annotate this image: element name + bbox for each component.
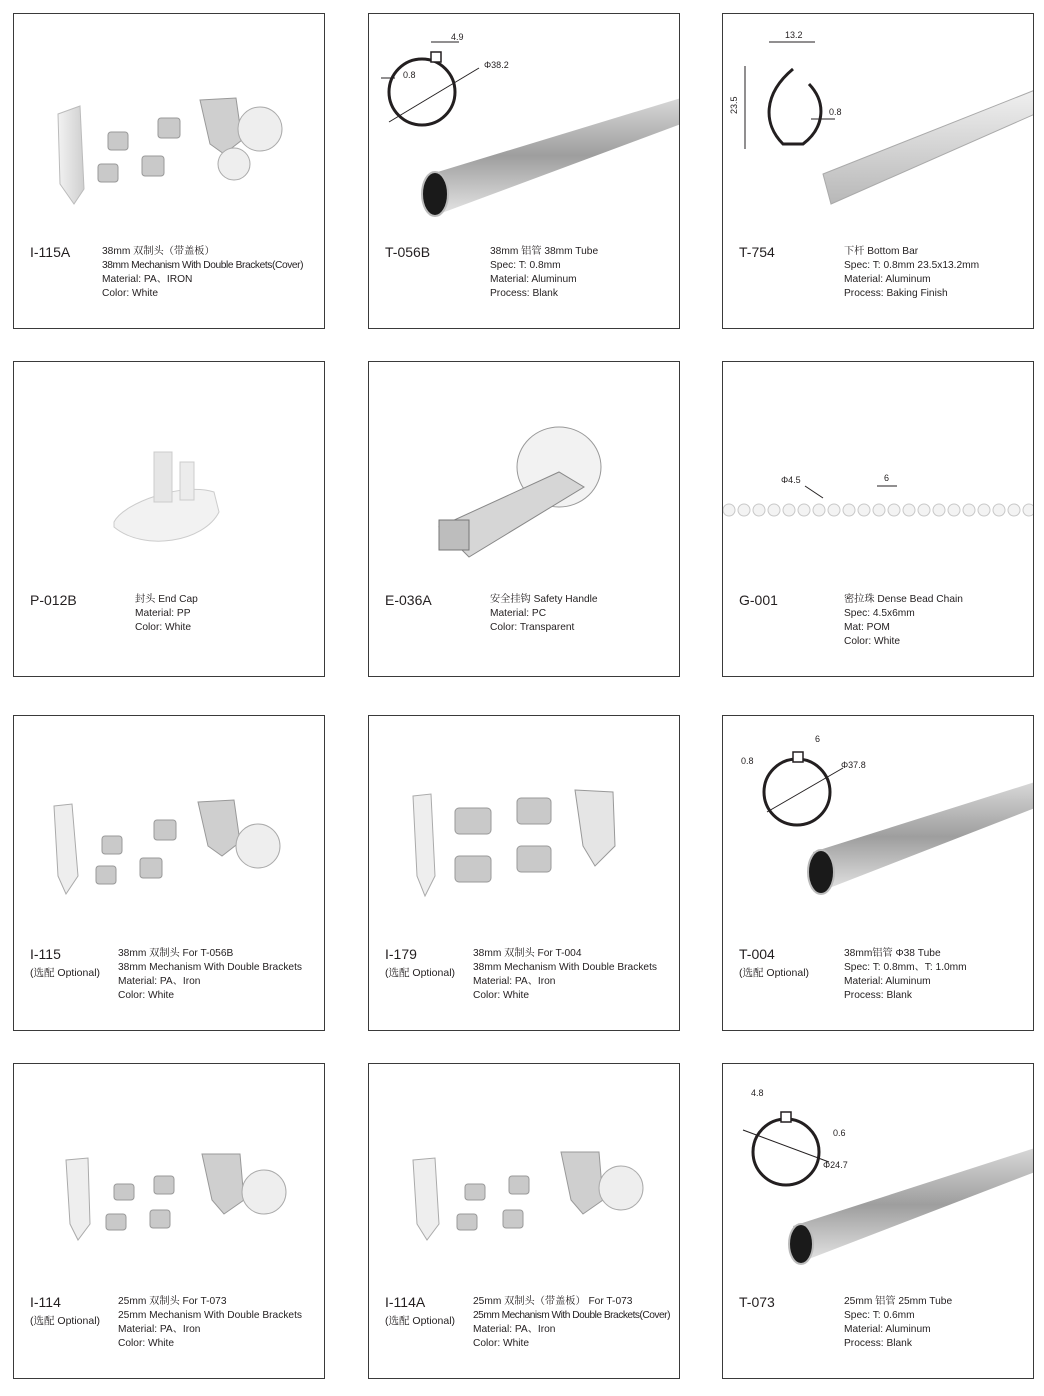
- bead: [813, 504, 825, 516]
- product-description: 38mm铝管 Φ38 Tube Spec: T: 0.8mm、T: 1.0mm Material: Aluminum Process: Blank: [844, 948, 967, 1001]
- bead: [723, 504, 735, 516]
- bead: [888, 504, 900, 516]
- end-cap-illustration: [14, 362, 325, 592]
- svg-text:Φ24.7: Φ24.7: [823, 1160, 848, 1170]
- product-code: E-036A: [385, 592, 432, 608]
- product-description: 38mm 铝管 38mm Tube Spec: T: 0.8mm Material: Aluminum Process: Blank: [490, 246, 599, 299]
- svg-text:6: 6: [884, 473, 890, 483]
- bead: [1023, 504, 1034, 516]
- product-card-i115: [13, 715, 325, 1031]
- product-card-i115a: [13, 13, 325, 329]
- tube-profile-illustration: [369, 14, 680, 244]
- product-card-t056b: [368, 13, 680, 329]
- svg-text:0.6: 0.6: [833, 1128, 846, 1138]
- bead: [783, 504, 795, 516]
- svg-text:Φ37.8: Φ37.8: [841, 760, 866, 770]
- svg-text:0.8: 0.8: [741, 756, 754, 766]
- svg-text:4.8: 4.8: [751, 1088, 764, 1098]
- svg-text:6: 6: [815, 734, 821, 744]
- product-code: T-754: [739, 244, 775, 260]
- product-description: 密拉珠 Dense Bead Chain Spec: 4.5x6mm Mat: POM Color: White: [844, 594, 963, 647]
- mechanism-illustration: [369, 716, 680, 946]
- bead: [1008, 504, 1020, 516]
- product-description: 安全挂钩 Safety Handle Material: PC Color: Transparent: [490, 594, 598, 633]
- product-description: 25mm 铝管 25mm Tube Spec: T: 0.6mm Material: Aluminum Process: Blank: [844, 1296, 953, 1349]
- product-description: 38mm 双制头（带盖板） 38mm Mechanism With Double Brackets(Cover) Material: PA、IRON Color: White: [102, 246, 304, 299]
- bead: [768, 504, 780, 516]
- product-card-i114a: [368, 1063, 680, 1379]
- bead: [993, 504, 1005, 516]
- safety-handle-illustration: [369, 362, 680, 592]
- bead: [753, 504, 765, 516]
- mechanism-cover-illustration: [14, 14, 325, 244]
- bead: [843, 504, 855, 516]
- bottom-bar-illustration: [723, 14, 1034, 244]
- bead: [828, 504, 840, 516]
- svg-text:0.8: 0.8: [403, 70, 416, 80]
- bead: [738, 504, 750, 516]
- bead: [963, 504, 975, 516]
- svg-text:4.9: 4.9: [451, 32, 464, 42]
- product-card-t754: [722, 13, 1034, 329]
- mechanism-illustration: [14, 716, 325, 946]
- mechanism-cover-illustration: [369, 1064, 680, 1294]
- product-code: I-115 (选配 Optional): [30, 946, 101, 979]
- bead: [798, 504, 810, 516]
- product-description: 封头 End Cap Material: PP Color: White: [135, 594, 198, 633]
- product-description: 25mm 双制头（带盖板） For T-073 25mm Mechanism With Double Brackets(Cover) Material: PA、Iron Color: White: [473, 1296, 670, 1349]
- svg-text:Φ38.2: Φ38.2: [484, 60, 509, 70]
- product-card-t073: [722, 1063, 1034, 1379]
- product-card-i179: [368, 715, 680, 1031]
- product-code: P-012B: [30, 592, 77, 608]
- product-card-t004: [722, 715, 1034, 1031]
- svg-text:0.8: 0.8: [829, 107, 842, 117]
- bead: [948, 504, 960, 516]
- product-card-g001: [722, 361, 1034, 677]
- bead: [978, 504, 990, 516]
- bead: [918, 504, 930, 516]
- mechanism-illustration: [14, 1064, 325, 1294]
- bead: [933, 504, 945, 516]
- product-code: G-001: [739, 592, 778, 608]
- product-code: I-179 (选配 Optional): [385, 946, 456, 979]
- bead: [903, 504, 915, 516]
- svg-text:Φ4.5: Φ4.5: [781, 475, 801, 485]
- svg-text:23.5: 23.5: [729, 96, 739, 114]
- product-card-e036a: [368, 361, 680, 677]
- product-description: 25mm 双制头 For T-073 25mm Mechanism With Double Brackets Material: PA、Iron Color: White: [118, 1296, 303, 1349]
- product-card-p012b: [13, 361, 325, 677]
- product-description: 38mm 双制头 For T-056B 38mm Mechanism With Double Brackets Material: PA、Iron Color: White: [118, 948, 303, 1001]
- bead: [873, 504, 885, 516]
- product-code: I-115A: [30, 244, 71, 260]
- product-code: I-114A (选配 Optional): [385, 1294, 456, 1327]
- product-card-i114: [13, 1063, 325, 1379]
- product-description: 下杆 Bottom Bar Spec: T: 0.8mm 23.5x13.2mm Material: Aluminum Process: Baking Finish: [844, 246, 980, 299]
- tube-profile-illustration: [723, 716, 1034, 946]
- product-code: T-073: [739, 1294, 775, 1310]
- svg-text:13.2: 13.2: [785, 30, 803, 40]
- tube-profile-illustration: [723, 1064, 1034, 1294]
- bead: [858, 504, 870, 516]
- bead-chain-illustration: [723, 362, 1034, 592]
- product-code: T-056B: [385, 244, 431, 260]
- product-code: T-004 (选配 Optional): [739, 946, 810, 979]
- product-code: I-114 (选配 Optional): [30, 1294, 101, 1327]
- product-description: 38mm 双制头 For T-004 38mm Mechanism With Double Brackets Material: PA、Iron Color: White: [473, 948, 658, 1001]
